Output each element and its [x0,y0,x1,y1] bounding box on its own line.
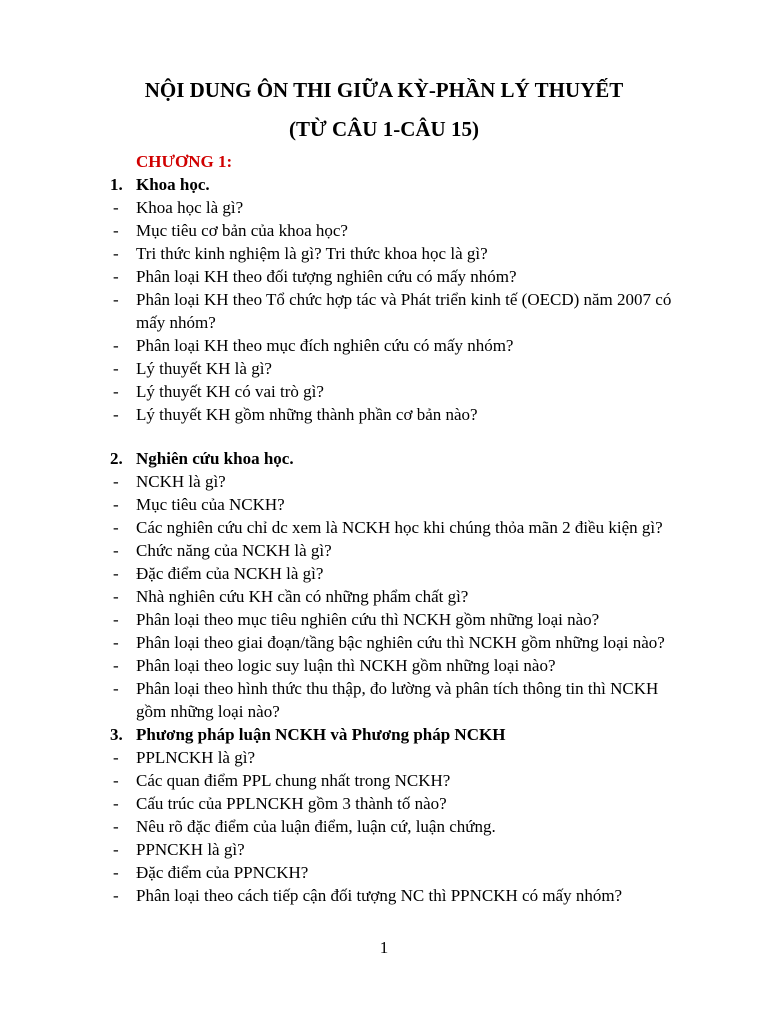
list-item [0,677,768,723]
list-item [0,608,768,631]
question-list [0,173,768,907]
question-text: PPLNCKH là gì? [136,748,255,767]
list-item [0,265,768,288]
bullet-dash: - [113,656,119,675]
bullet-dash: - [113,748,119,767]
section-heading [0,173,768,196]
question-text: Các quan điểm PPL chung nhất trong NCKH? [136,771,451,790]
list-item [0,861,768,884]
document-title: NỘI DUNG ÔN THI GIỮA KỲ-PHẦN LÝ THUYẾT [144,78,624,102]
list-item [0,769,768,792]
list-item [0,516,768,539]
bullet-dash: - [113,495,119,514]
question-text: Phân loại theo cách tiếp cận đối tượng NC thì PPNCKH có mấy nhóm? [136,886,623,905]
bullet-dash: - [113,244,119,263]
bullet-dash: - [113,633,119,652]
list-item [0,631,768,654]
question-text: Nêu rõ đặc điểm của luận điểm, luận cứ, luận chứng. [136,817,496,836]
bullet-dash: - [113,336,119,355]
bullet-dash: - [113,679,119,698]
question-text: Khoa học là gì? [136,198,244,217]
question-text: Đặc điểm của PPNCKH? [136,863,309,882]
bullet-dash: - [113,359,119,378]
question-text: NCKH là gì? [136,472,226,491]
question-text: Phân loại KH theo đối tượng nghiên cứu có mấy nhóm? [136,267,517,286]
question-text: Lý thuyết KH là gì? [136,359,272,378]
bullet-dash: - [113,382,119,401]
list-item [0,380,768,403]
list-item [0,403,768,426]
question-text: Phân loại theo mục tiêu nghiên cứu thì NCKH gồm những loại nào? [136,610,600,629]
section-number: 1. [110,175,123,194]
bullet-dash: - [113,840,119,859]
question-text: Chức năng của NCKH là gì? [136,541,332,560]
list-item [0,585,768,608]
section-number: 3. [110,725,123,744]
document-subtitle: (TỪ CÂU 1-CÂU 15) [289,117,479,141]
list-item [0,838,768,861]
question-text: Mục tiêu cơ bản của khoa học? [136,221,348,240]
list-item [0,884,768,907]
bullet-dash: - [113,221,119,240]
bullet-dash: - [113,290,119,309]
list-item [0,562,768,585]
bullet-dash: - [113,771,119,790]
question-text: Cấu trúc của PPLNCKH gồm 3 thành tố nào? [136,794,447,813]
section-heading [0,447,768,470]
bullet-dash: - [113,587,119,606]
list-item [0,493,768,516]
question-text: Tri thức kinh nghiệm là gì? Tri thức khoa học là gì? [136,244,488,263]
bullet-dash: - [113,405,119,424]
list-item [0,242,768,265]
list-item [0,196,768,219]
list-item [0,470,768,493]
bullet-dash: - [113,472,119,491]
section-title: Phương pháp luận NCKH và Phương pháp NCKH [136,725,506,744]
bullet-dash: - [113,886,119,905]
question-text: Phân loại theo hình thức thu thập, đo lường và phân tích thông tin thì NCKH gồm những loại nào? [136,679,659,721]
question-text: Mục tiêu của NCKH? [136,495,285,514]
section-heading [0,723,768,746]
bullet-dash: - [113,610,119,629]
section-spacer [0,426,768,447]
list-item [0,539,768,562]
list-item [0,288,768,334]
bullet-dash: - [113,564,119,583]
list-item [0,334,768,357]
list-item [0,219,768,242]
bullet-dash: - [113,863,119,882]
bullet-dash: - [113,794,119,813]
bullet-dash: - [113,518,119,537]
list-item [0,746,768,769]
question-text: Phân loại theo logic suy luận thì NCKH gồm những loại nào? [136,656,556,675]
bullet-dash: - [113,817,119,836]
question-text: PPNCKH là gì? [136,840,245,859]
question-text: Các nghiên cứu chỉ dc xem là NCKH học khi chúng thỏa mãn 2 điều kiện gì? [136,518,663,537]
bullet-dash: - [113,198,119,217]
question-text: Nhà nghiên cứu KH cần có những phẩm chất gì? [136,587,469,606]
bullet-dash: - [113,267,119,286]
question-text: Phân loại KH theo mục đích nghiên cứu có mấy nhóm? [136,336,514,355]
list-item [0,654,768,677]
question-text: Phân loại KH theo Tổ chức hợp tác và Phát triển kinh tế (OECD) năm 2007 có mấy nhóm? [136,290,672,332]
list-item [0,792,768,815]
section-title: Nghiên cứu khoa học. [136,449,294,468]
bullet-dash: - [113,541,119,560]
question-text: Lý thuyết KH gồm những thành phần cơ bản nào? [136,405,478,424]
section-title: Khoa học. [136,175,210,194]
chapter-heading: CHƯƠNG 1: [136,152,233,171]
page-number: 1 [379,938,389,957]
question-text: Lý thuyết KH có vai trò gì? [136,382,324,401]
list-item [0,815,768,838]
section-number: 2. [110,449,123,468]
list-item [0,357,768,380]
question-text: Phân loại theo giai đoạn/tầng bậc nghiên cứu thì NCKH gồm những loại nào? [136,633,665,652]
question-text: Đặc điểm của NCKH là gì? [136,564,324,583]
